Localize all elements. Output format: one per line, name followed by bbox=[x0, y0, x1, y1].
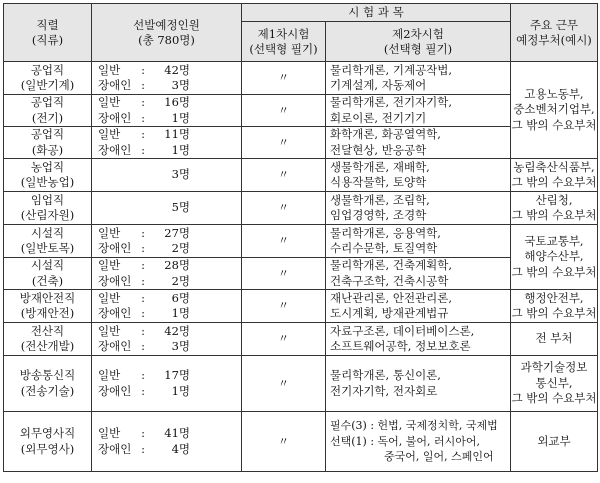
header-exam2: 제2차시험 (선택형 필기) bbox=[326, 22, 511, 62]
table-row bbox=[4, 412, 598, 472]
exam1-cell: 〃 bbox=[242, 323, 326, 356]
header-dept: 주요 근무 예정부처(예시) bbox=[511, 4, 598, 62]
job-cell: 시설직 (일반토목) bbox=[4, 225, 92, 258]
job-cell: 임업직 (산림자원) bbox=[4, 192, 92, 225]
subjects-cell: 물리학개론, 전기자기학, 회로이론, 전기기기 bbox=[326, 95, 511, 127]
table-row bbox=[4, 159, 598, 192]
dept-cell: 국토교통부, 해양수산부, 그 밖의 수요부처 bbox=[511, 225, 598, 290]
quota-cell: 일반 : 41명 장애인 : 4명 bbox=[92, 412, 242, 472]
subjects-cell: 물리학개론, 응용역학, 수리수문학, 토질역학 bbox=[326, 225, 511, 258]
quota-cell: 일반 : 27명 장애인 : 2명 bbox=[92, 225, 242, 258]
job-cell: 외무영사직 (외무영사) bbox=[4, 412, 92, 472]
exam1-cell: 〃 bbox=[242, 412, 326, 472]
table-row bbox=[4, 290, 598, 323]
exam1-cell: 〃 bbox=[242, 356, 326, 412]
table-row bbox=[4, 258, 598, 290]
exam1-cell: 〃 bbox=[242, 258, 326, 290]
quota-cell: 일반 : 11명 장애인 : 1명 bbox=[92, 127, 242, 159]
exam1-cell: 〃 bbox=[242, 127, 326, 159]
job-cell: 전산직 (전산개발) bbox=[4, 323, 92, 356]
quota-cell: 5명 bbox=[92, 192, 242, 225]
table-row bbox=[4, 127, 598, 159]
subjects-cell: 생물학개론, 조림학, 임업경영학, 조경학 bbox=[326, 192, 511, 225]
job-cell: 공업직 (일반기계) bbox=[4, 62, 92, 95]
subjects-cell: 물리학개론, 건축계획학, 건축구조학, 건축시공학 bbox=[326, 258, 511, 290]
quota-cell: 일반 : 16명 장애인 : 1명 bbox=[92, 95, 242, 127]
job-cell: 방재안전직 (방재안전) bbox=[4, 290, 92, 323]
quota-cell: 일반 : 42명 장애인 : 3명 bbox=[92, 62, 242, 95]
job-cell: 공업직 (전기) bbox=[4, 95, 92, 127]
job-cell: 방송통신직 (전송기술) bbox=[4, 356, 92, 412]
subjects-cell: 물리학개론, 기계공작법, 기계설계, 자동제어 bbox=[326, 62, 511, 95]
header-exam1: 제1차시험 (선택형 필기) bbox=[242, 22, 326, 62]
exam1-cell: 〃 bbox=[242, 95, 326, 127]
subjects-cell: 자료구조론, 데이터베이스론, 소프트웨어공학, 정보보호론 bbox=[326, 323, 511, 356]
header-quota: 선발예정인원 (총 780명) bbox=[92, 4, 242, 62]
dept-cell: 과학기술정보 통신부, 그 밖의 수요부처 bbox=[511, 356, 598, 412]
subjects-cell: 생물학개론, 재배학, 식용작물학, 토양학 bbox=[326, 159, 511, 192]
exam1-cell: 〃 bbox=[242, 225, 326, 258]
dept-cell: 행정안전부, 그 밖의 수요부처 bbox=[511, 290, 598, 323]
dept-cell: 고용노동부, 중소벤처기업부, 그 밖의 수요부처 bbox=[511, 62, 598, 159]
exam-subjects-table bbox=[3, 3, 598, 472]
table-row bbox=[4, 62, 598, 95]
subjects-cell: 필수(3) : 헌법, 국제정치학, 국제법 선택(1) : 독어, 불어, 러시아어, 중국어, 일어, 스페인어 bbox=[326, 412, 511, 472]
job-cell: 공업직 (화공) bbox=[4, 127, 92, 159]
dept-cell: 산림청, 그 밖의 수요부처 bbox=[511, 192, 598, 225]
subjects-cell: 재난관리론, 안전관리론, 도시계획, 방재관계법규 bbox=[326, 290, 511, 323]
subjects-cell: 화학개론, 화공열역학, 전달현상, 반응공학 bbox=[326, 127, 511, 159]
table-row bbox=[4, 95, 598, 127]
table-row bbox=[4, 225, 598, 258]
job-cell: 농업직 (일반농업) bbox=[4, 159, 92, 192]
dept-cell: 전 부처 bbox=[511, 323, 598, 356]
quota-cell: 3명 bbox=[92, 159, 242, 192]
exam1-cell: 〃 bbox=[242, 290, 326, 323]
header-job: 직렬 (직류) bbox=[4, 4, 92, 62]
dept-cell: 농림축산식품부, 그 밖의 수요부처 bbox=[511, 159, 598, 192]
table-row bbox=[4, 192, 598, 225]
header-exam: 시 험 과 목 bbox=[242, 4, 511, 22]
quota-cell: 일반 : 6명 장애인 : 1명 bbox=[92, 290, 242, 323]
subjects-cell: 물리학개론, 통신이론, 전기자기학, 전자회로 bbox=[326, 356, 511, 412]
quota-cell: 일반 : 17명 장애인 : 1명 bbox=[92, 356, 242, 412]
exam1-cell: 〃 bbox=[242, 192, 326, 225]
quota-cell: 일반 : 28명 장애인 : 2명 bbox=[92, 258, 242, 290]
quota-cell: 일반 : 42명 장애인 : 3명 bbox=[92, 323, 242, 356]
dept-cell: 외교부 bbox=[511, 412, 598, 472]
table-row bbox=[4, 323, 598, 356]
table-row bbox=[4, 356, 598, 412]
exam1-cell: 〃 bbox=[242, 159, 326, 192]
job-cell: 시설직 (건축) bbox=[4, 258, 92, 290]
exam1-cell: 〃 bbox=[242, 62, 326, 95]
